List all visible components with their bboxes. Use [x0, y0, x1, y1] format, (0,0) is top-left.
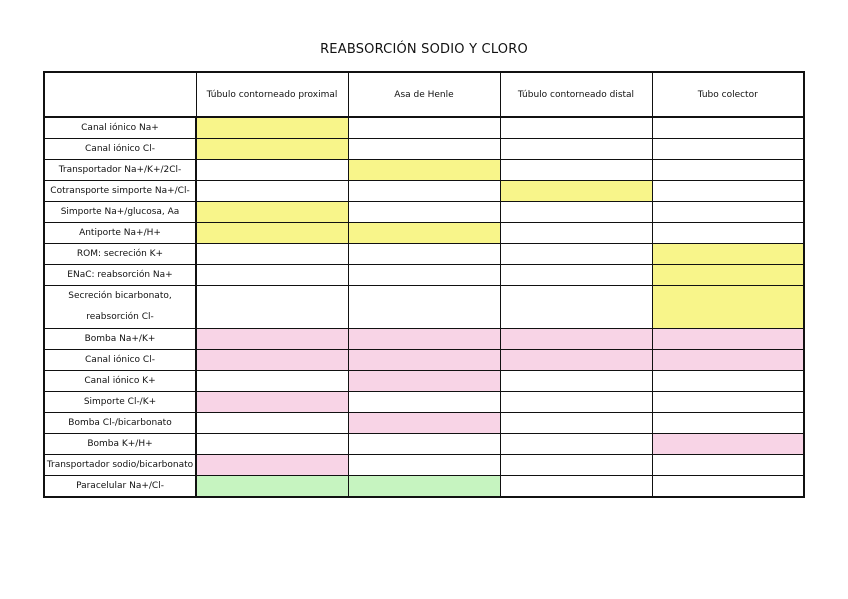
table-cell — [500, 202, 652, 223]
table-row — [44, 286, 804, 329]
table-cell — [500, 160, 652, 181]
table-cell — [196, 223, 348, 244]
table-cell — [500, 455, 652, 476]
table-cell — [196, 117, 348, 139]
table-cell — [652, 413, 804, 434]
table-cell — [196, 413, 348, 434]
table-cell — [348, 350, 500, 371]
table-cell — [196, 392, 348, 413]
transport-table — [43, 71, 805, 498]
table-cell — [652, 371, 804, 392]
table-cell — [196, 329, 348, 350]
table-cell — [348, 244, 500, 265]
table-row — [44, 434, 804, 455]
table-cell — [500, 223, 652, 244]
column-header: Túbulo contorneado distal — [500, 72, 652, 117]
table-cell — [348, 476, 500, 498]
row-label: Bomba K+/H+ — [44, 434, 196, 455]
column-header: Asa de Henle — [348, 72, 500, 117]
table-cell — [500, 244, 652, 265]
row-label: Canal iónico Cl- — [44, 139, 196, 160]
row-label: Secreción bicarbonato, reabsorción Cl- — [44, 286, 196, 329]
row-label: Transportador sodio/bicarbonato — [44, 455, 196, 476]
row-label: Transportador Na+/K+/2Cl- — [44, 160, 196, 181]
row-label: ENaC: reabsorción Na+ — [44, 265, 196, 286]
table-row — [44, 181, 804, 202]
table-cell — [196, 160, 348, 181]
table-cell — [348, 371, 500, 392]
table-cell — [196, 139, 348, 160]
table-cell — [196, 476, 348, 498]
header-row — [44, 72, 804, 117]
table-cell — [500, 350, 652, 371]
table-cell — [652, 181, 804, 202]
table-cell — [348, 223, 500, 244]
table-cell — [500, 329, 652, 350]
table-cell — [652, 117, 804, 139]
row-label: Antiporte Na+/H+ — [44, 223, 196, 244]
table-cell — [196, 286, 348, 329]
column-header: Tubo colector — [652, 72, 804, 117]
table-cell — [652, 455, 804, 476]
table-cell — [196, 202, 348, 223]
table-cell — [196, 350, 348, 371]
table-cell — [348, 455, 500, 476]
table-cell — [500, 139, 652, 160]
table-cell — [500, 265, 652, 286]
table-cell — [652, 392, 804, 413]
table-cell — [196, 244, 348, 265]
table-row — [44, 117, 804, 139]
table-cell — [196, 181, 348, 202]
table-cell — [500, 413, 652, 434]
table-cell — [348, 160, 500, 181]
table-cell — [652, 350, 804, 371]
table-cell — [348, 181, 500, 202]
table-cell — [348, 117, 500, 139]
table-row — [44, 371, 804, 392]
table-cell — [196, 455, 348, 476]
table-cell — [500, 434, 652, 455]
table-row — [44, 476, 804, 498]
table-cell — [652, 223, 804, 244]
table-row — [44, 413, 804, 434]
table-cell — [348, 434, 500, 455]
table-cell — [652, 202, 804, 223]
table-row — [44, 139, 804, 160]
table-cell — [652, 286, 804, 329]
row-label: Simporte Na+/glucosa, Aa — [44, 202, 196, 223]
table-cell — [348, 329, 500, 350]
table-row — [44, 455, 804, 476]
table-cell — [652, 160, 804, 181]
table-cell — [500, 476, 652, 498]
table-cell — [348, 202, 500, 223]
table-cell — [500, 286, 652, 329]
row-label: Paracelular Na+/Cl- — [44, 476, 196, 498]
table-cell — [652, 265, 804, 286]
row-label: ROM: secreción K+ — [44, 244, 196, 265]
table-row — [44, 350, 804, 371]
row-label: Canal iónico Na+ — [44, 117, 196, 139]
row-label: Canal iónico Cl- — [44, 350, 196, 371]
table-cell — [652, 434, 804, 455]
table-row — [44, 223, 804, 244]
table-cell — [652, 329, 804, 350]
table-cell — [652, 244, 804, 265]
page-title: REABSORCIÓN SODIO Y CLORO — [320, 42, 528, 57]
row-label: Canal iónico K+ — [44, 371, 196, 392]
table-cell — [500, 181, 652, 202]
table-row — [44, 329, 804, 350]
table-cell — [196, 434, 348, 455]
table-row — [44, 244, 804, 265]
table-row — [44, 392, 804, 413]
table-cell — [348, 286, 500, 329]
table-cell — [652, 139, 804, 160]
table-body — [44, 117, 804, 497]
table-cell — [348, 139, 500, 160]
corner-cell — [44, 72, 196, 117]
table-cell — [500, 392, 652, 413]
table-cell — [196, 265, 348, 286]
row-label: Cotransporte simporte Na+/Cl- — [44, 181, 196, 202]
table-cell — [196, 371, 348, 392]
table-cell — [348, 392, 500, 413]
table-row — [44, 202, 804, 223]
column-header: Túbulo contorneado proximal — [196, 72, 348, 117]
row-label: Bomba Na+/K+ — [44, 329, 196, 350]
table-cell — [348, 413, 500, 434]
row-label: Bomba Cl-/bicarbonato — [44, 413, 196, 434]
table-row — [44, 265, 804, 286]
table-cell — [348, 265, 500, 286]
table-cell — [500, 117, 652, 139]
row-label: Simporte Cl-/K+ — [44, 392, 196, 413]
table-row — [44, 160, 804, 181]
table-cell — [652, 476, 804, 498]
table-cell — [500, 371, 652, 392]
